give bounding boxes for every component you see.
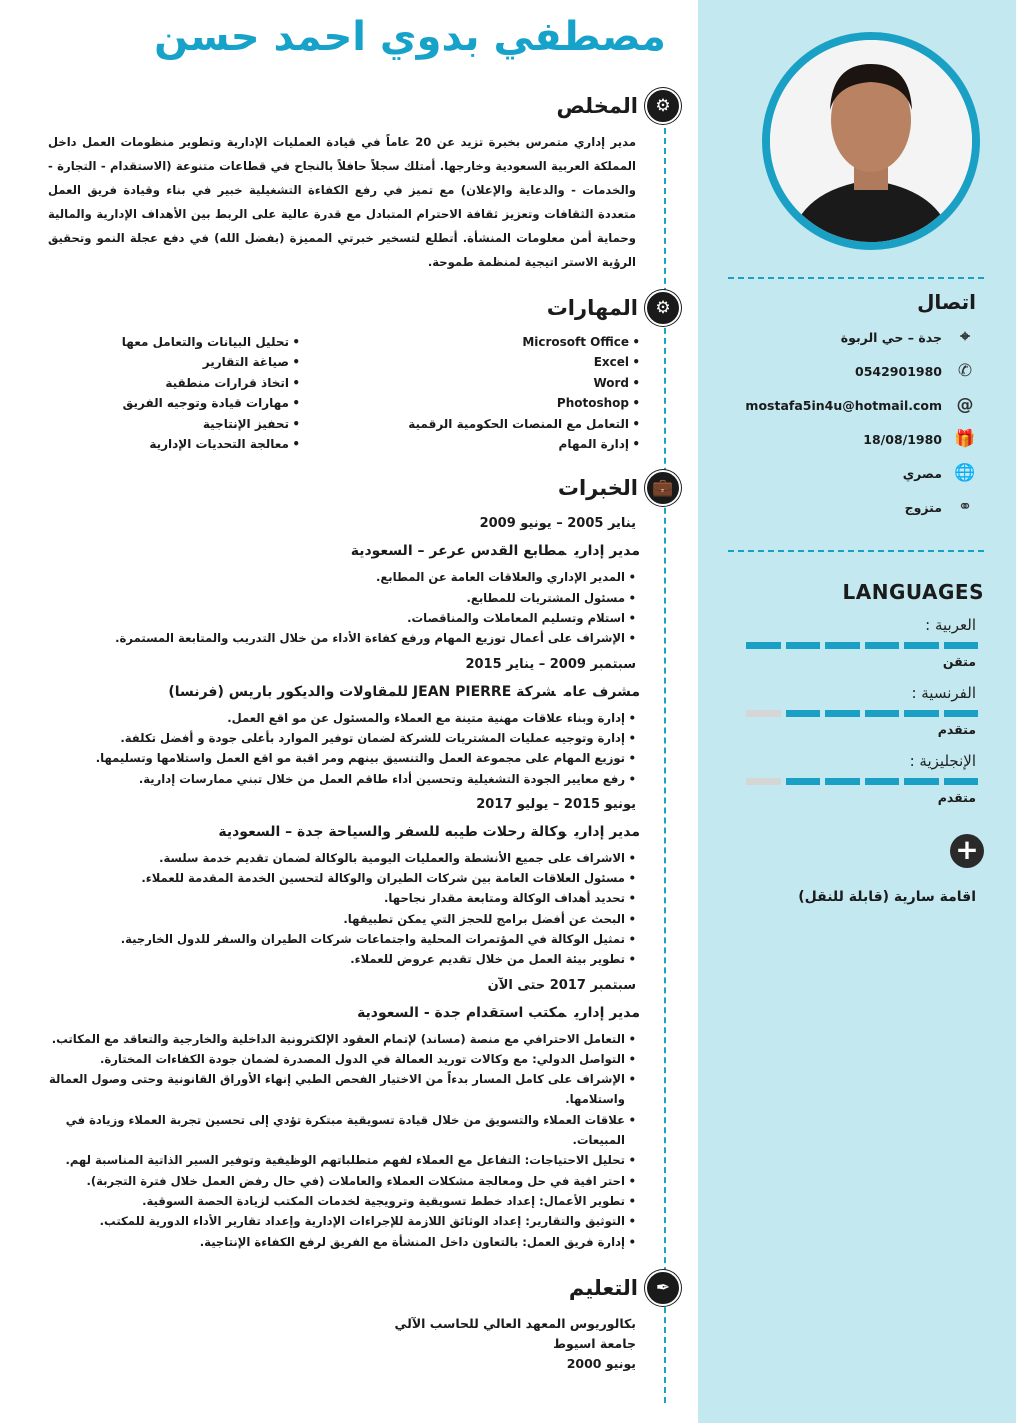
proficiency-segment <box>904 710 939 717</box>
language-proficiency-bar <box>746 710 978 717</box>
experience-title: الخبرات <box>557 476 638 501</box>
job-bullet: • رفع معايير الجودة التشغيلية وتحسين أداء طاقم العمل من خلال تبني ممارسات إدارية. <box>30 769 636 789</box>
job-bullet: • تحليل الاحتياجات: التفاعل مع العملاء لفهم متطلباتهم الوظيفية وتوفير السير الذاتية المناسبة لهم. <box>30 1150 636 1170</box>
briefcase-icon: 💼 <box>645 470 681 506</box>
contact-value: مصري <box>902 465 942 481</box>
residency-status: اقامة سارية (قابلة للنقل) <box>798 889 976 905</box>
proficiency-segment <box>865 778 900 785</box>
job-role: مشرف عام <box>563 683 640 700</box>
contact-item <box>863 429 976 449</box>
job-date: يونيو 2015 – يوليو 2017 <box>476 796 636 812</box>
job-bullet: • التواصل الدولي: مع وكالات توريد العمالة في الدول المصدرة لضمان جودة الكفاءات المختارة. <box>30 1049 636 1069</box>
rings-icon: ⚭ <box>957 497 973 517</box>
language-name: العربية : <box>925 616 976 634</box>
skill-item: • Excel <box>300 352 640 372</box>
summary-section <box>30 86 671 274</box>
languages-title: LANGUAGES <box>842 580 984 604</box>
job-heading <box>30 541 642 561</box>
skill-item: • تحفيز الإنتاجية <box>28 414 300 434</box>
contact-item <box>841 327 976 347</box>
job-bullet: • الإشراف على كامل المسار بدءاً من الاختيار الفحص الطبي إنهاء الأوراق القانونية وحتى وصول العمالة واستلامها. <box>30 1069 636 1110</box>
contact-value[interactable]: mostafa5in4u@hotmail.com <box>745 397 942 413</box>
skill-item: • تحليل البيانات والتعامل معها <box>28 332 300 352</box>
proficiency-segment <box>944 642 979 649</box>
proficiency-segment <box>786 778 821 785</box>
job-bullet: • مسئول المشتريات للمطابع. <box>30 588 636 608</box>
proficiency-segment <box>825 642 860 649</box>
language-level: متقن <box>942 654 976 669</box>
job-date: سبتمبر 2017 حتى الآن <box>487 977 636 993</box>
skill-item: • مهارات قيادة وتوجيه الفريق <box>28 393 300 413</box>
contact-item <box>745 395 976 415</box>
education-details <box>30 1314 642 1375</box>
job-bullet: • تطوير الأعمال: إعداد خطط تسويقية وترويجية لخدمات المكتب لزيادة الحصة السوقية. <box>30 1191 636 1211</box>
job-bullet: • التعامل الاحترافي مع منصة (مساند) لإتمام العقود الإلكترونية الداخلية والخارجية والتعاقد مع المكاتب. <box>30 1029 636 1049</box>
phone-icon: ✆ <box>957 361 973 381</box>
job-heading <box>30 1003 642 1023</box>
job-entry <box>30 797 642 970</box>
job-heading <box>30 682 642 702</box>
summary-text: مدير إداري متمرس بخبرة تزيد عن 20 عاماً في قيادة العمليات الإدارية وتطوير منظومات العمل داخل المملكة العربية السعودية وخارجها. أمتلك سجلاً حافلاً بالنجاح في قطاعات متنوعة (الاستقدام - التجارة - والخدمات - والدعاية والإعلان) مع تميز في رفع الكفاءة التشغيلية خبير في بناء وقيادة فريق العمل متعددة الثقافات وتعزيز ثقافة الاحترام المتبادل مع قدرة عالية على الربط بين الأهداف الإدارية والمالية وحماية أمن معلومات المنشأة. أتطلع لتسخير خبرتي المميزة (بفضل الله) في دفع عجلة النمو وتحقيق الرؤية الاستر اتيجية لمنظمة طموحة. <box>48 135 636 269</box>
job-bullets <box>30 567 642 648</box>
job-entry <box>30 657 642 789</box>
job-bullets <box>30 848 642 970</box>
job-organization: مكتب استقدام جدة - السعودية <box>357 1004 567 1021</box>
proficiency-segment <box>944 710 979 717</box>
gear-icon: ⚙ <box>645 290 681 326</box>
contact-value: 18/08/1980 <box>863 431 942 447</box>
proficiency-segment <box>944 778 979 785</box>
education-university: جامعة اسيوط <box>553 1336 636 1352</box>
proficiency-segment <box>786 710 821 717</box>
job-bullet: • التوثيق والتقارير: إعداد الوثائق اللازمة للإجراءات الإدارية وإعداد تقارير الأداء الدورية للمكتب. <box>30 1211 636 1231</box>
job-bullet: • إدارة وتوجيه عمليات المشتريات للشركة لضمان توفير الموارد بأعلى جودة و أفضل تكلفة. <box>30 728 636 748</box>
job-bullet: • إدارة فريق العمل: بالتعاون داخل المنشأة مع الفريق لرفع الكفاءة الإنتاجية. <box>30 1232 636 1252</box>
language-proficiency-bar <box>746 778 978 785</box>
skills-list-soft <box>28 332 300 454</box>
skill-item: • صياغة التقارير <box>28 352 300 372</box>
job-role: مدير إداري <box>574 1004 640 1021</box>
language-name: الفرنسية : <box>911 684 976 702</box>
profile-photo <box>762 32 980 250</box>
contact-value: جدة – حي الربوة <box>840 329 942 345</box>
skills-title: المهارات <box>546 296 638 320</box>
job-organization: وكالة رحلات طيبه للسفر والسياحة جدة – السعودية <box>218 823 567 840</box>
contact-value: متزوج <box>904 499 942 515</box>
skill-item: • Word <box>300 373 640 393</box>
job-bullet: • توزيع المهام على مجموعة العمل والتنسيق بينهم ومر اقبة مو اقع العمل واستلامها وتسليمها. <box>30 748 636 768</box>
skill-item: • اتخاذ قرارات منطقية <box>28 373 300 393</box>
job-organization: مطابع القدس عرعر – السعودية <box>350 543 567 560</box>
contact-title: اتصال <box>917 290 976 314</box>
skill-item: • إدارة المهام <box>300 434 640 454</box>
contact-value[interactable]: 0542901980 <box>855 363 942 379</box>
job-date: يناير 2005 – يونيو 2009 <box>479 516 636 532</box>
proficiency-segment <box>746 778 781 785</box>
language-level: متقدم <box>937 790 976 805</box>
job-role: مدير إداري <box>574 543 640 560</box>
proficiency-segment <box>746 642 781 649</box>
contact-item <box>905 497 976 517</box>
divider <box>728 277 984 279</box>
job-bullet: • الاشراف على جميع الأنشطة والعمليات اليومية بالوكالة لضمان تقديم خدمة سلسة. <box>30 848 636 868</box>
location-pin-icon: ⌖ <box>960 327 970 347</box>
job-bullet: • احتر افية في حل ومعالجة مشكلات العملاء والعاملات (في حال رفض العمل خلال فترة التجربة). <box>30 1171 636 1191</box>
divider <box>728 550 984 552</box>
skills-section <box>30 288 671 454</box>
pen-nib-icon: ✒ <box>645 1270 681 1306</box>
contact-item <box>855 361 976 381</box>
proficiency-segment <box>904 642 939 649</box>
skill-item: • معالجة التحديات الإدارية <box>28 434 300 454</box>
job-bullet: • الإشراف على أعمال توزيع المهام ورفع كفاءة الأداء من خلال التدريب والمتابعة المستمرة. <box>30 628 636 648</box>
language-proficiency-bar <box>746 642 978 649</box>
job-entry <box>30 978 642 1252</box>
contact-item <box>903 463 976 483</box>
proficiency-segment <box>825 778 860 785</box>
education-date: يونيو 2000 <box>566 1356 636 1372</box>
job-bullet: • تحديد أهداف الوكالة ومتابعة مقدار نجاحها. <box>30 888 636 908</box>
job-bullet: • مسئول العلاقات العامة بين شركات الطيران والوكالة لتحسين الخدمة المقدمة للعملاء. <box>30 868 636 888</box>
job-bullet: • المدير الإداري والعلاقات العامة عن المطابع. <box>30 567 636 587</box>
job-bullet: • تمثيل الوكالة في المؤتمرات المحلية واجتماعات شركات الطيران والسفر للدول الخارجية. <box>30 929 636 949</box>
proficiency-segment <box>904 778 939 785</box>
person-portrait-icon <box>770 40 972 242</box>
proficiency-segment <box>825 710 860 717</box>
skill-item: • التعامل مع المنصات الحكومية الرقمية <box>300 414 640 434</box>
gear-icon: ⚙ <box>645 88 681 124</box>
proficiency-segment <box>865 710 900 717</box>
job-organization: شركة JEAN PIERRE للمقاولات والديكور باريس (فرنسا) <box>168 683 556 700</box>
education-section <box>30 1268 671 1375</box>
job-role: مدير إداري <box>574 823 640 840</box>
candidate-name: مصطفي بدوي احمد حسن <box>154 14 666 60</box>
gift-icon: 🎁 <box>954 429 976 449</box>
proficiency-segment <box>865 642 900 649</box>
main-column <box>30 86 674 1375</box>
job-bullet: • علاقات العملاء والتسويق من خلال قيادة تسويقية مبتكرة تؤدي إلى تحسين تجربة العملاء وزيادة في المبيعات. <box>30 1110 636 1151</box>
skill-item: • Microsoft Office <box>300 332 640 352</box>
language-name: الإنجليزية : <box>909 752 976 770</box>
job-entry <box>30 516 642 648</box>
proficiency-segment <box>746 710 781 717</box>
job-bullets <box>30 1029 642 1252</box>
at-sign-icon: @ <box>956 395 974 415</box>
job-bullet: • تطوير بيئة العمل من خلال تقديم عروض للعملاء. <box>30 949 636 969</box>
skill-item: • Photoshop <box>300 393 640 413</box>
job-bullet: • البحث عن أفضل برامج للحجز التي يمكن تطبيقها. <box>30 909 636 929</box>
job-heading <box>30 822 642 842</box>
education-degree: بكالوريوس المعهد العالي للحاسب الآلي <box>394 1315 636 1331</box>
summary-title: المخلص <box>556 94 638 118</box>
skills-list-technical <box>300 332 640 454</box>
plus-icon[interactable]: + <box>950 834 984 868</box>
job-bullets <box>30 708 642 789</box>
language-level: متقدم <box>937 722 976 737</box>
job-bullet: • استلام وتسليم المعاملات والمناقصات. <box>30 608 636 628</box>
job-date: سبتمبر 2009 – يناير 2015 <box>465 656 636 672</box>
globe-icon: 🌐 <box>954 463 976 483</box>
education-title: التعليم <box>568 1275 638 1300</box>
experience-section <box>30 468 674 1251</box>
proficiency-segment <box>786 642 821 649</box>
job-bullet: • إدارة وبناء علاقات مهنية متينة مع العملاء والمسئول عن مو اقع العمل. <box>30 708 636 728</box>
